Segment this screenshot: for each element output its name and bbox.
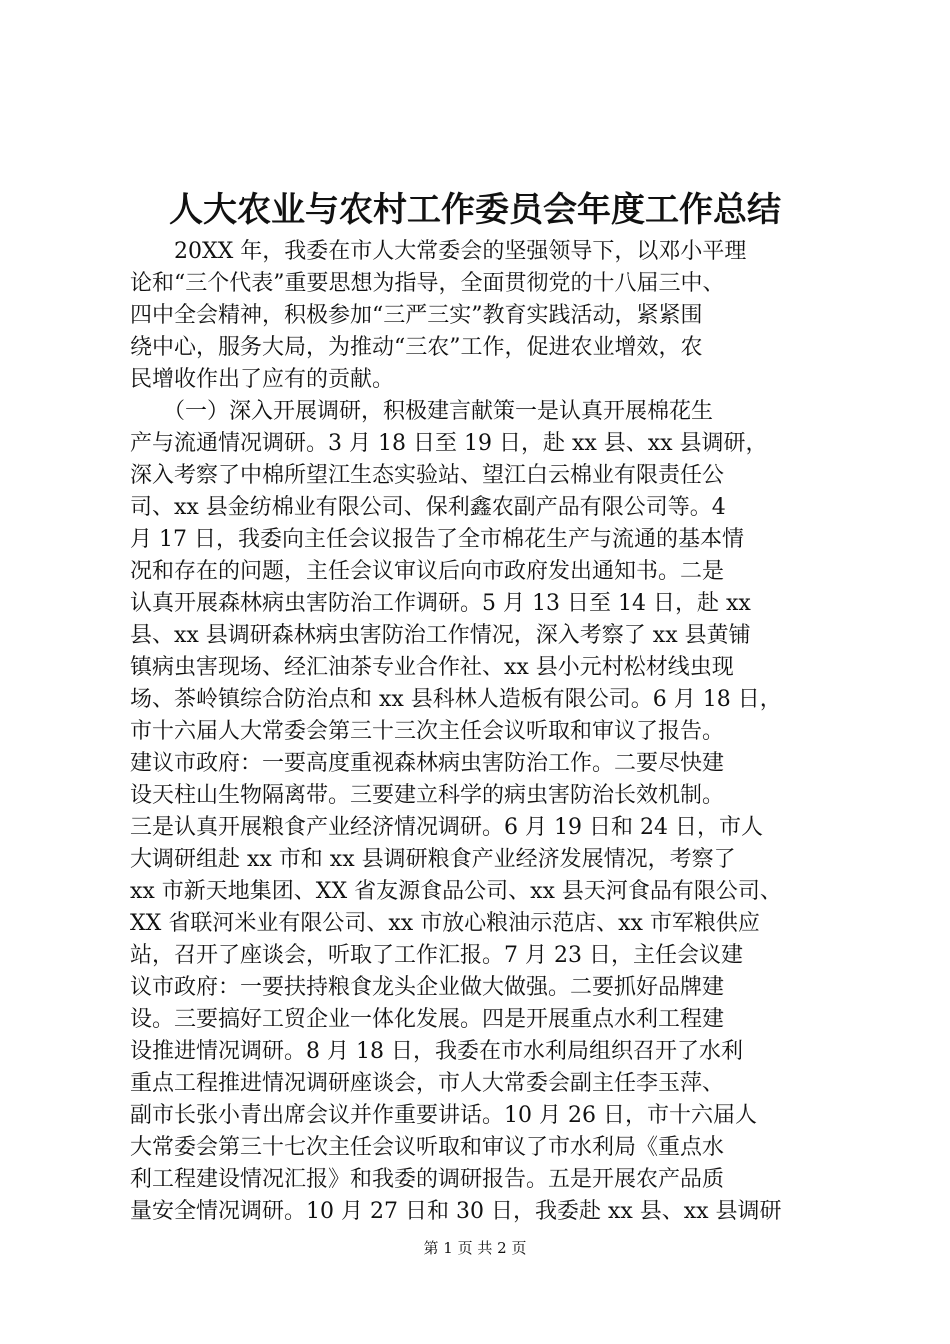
body-line: 认真开展森林病虫害防治工作调研。5 月 13 日至 14 日，赴 xx: [130, 591, 751, 616]
body-line: 民增收作出了应有的贡献。: [130, 367, 395, 392]
body-line: 镇病虫害现场、经汇油茶专业合作社、xx 县小元村松材线虫现: [130, 655, 734, 680]
body-line: 20XX 年，我委在市人大常委会的坚强领导下，以邓小平理: [130, 239, 747, 264]
body-line: 产与流通情况调研。3 月 18 日至 19 日，赴 xx 县、xx 县调研，: [130, 431, 768, 456]
body-line: 深入考察了中棉所望江生态实验站、望江白云棉业有限责任公: [130, 463, 725, 488]
body-line: 议市政府：一要扶持粮食龙头企业做大做强。二要抓好品牌建: [130, 975, 725, 1000]
body-line: 利工程建设情况汇报》和我委的调研报告。五是开展农产品质: [130, 1167, 725, 1192]
document-body: [130, 236, 830, 1228]
body-line: XX 省联河米业有限公司、xx 市放心粮油示范店、xx 市军粮供应: [130, 911, 760, 936]
body-line: 大常委会第三十七次主任会议听取和审议了市水利局《重点水: [130, 1135, 725, 1160]
body-line: 量安全情况调研。10 月 27 日和 30 日，我委赴 xx 县、xx 县调研: [130, 1199, 782, 1224]
body-line: 建议市政府：一要高度重视森林病虫害防治工作。二要尽快建: [130, 751, 725, 776]
body-line: 大调研组赴 xx 市和 xx 县调研粮食产业经济发展情况，考察了: [130, 847, 736, 872]
page-footer: 第 1 页 共 2 页: [423, 1239, 527, 1257]
body-line: 县、xx 县调研森林病虫害防治工作情况，深入考察了 xx 县黄铺: [130, 623, 751, 648]
body-line: 副市长张小青出席会议并作重要讲话。10 月 26 日，市十六届人: [130, 1103, 757, 1128]
body-line: 设推进情况调研。8 月 18 日，我委在市水利局组织召开了水利: [130, 1039, 743, 1064]
body-line: 场、茶岭镇综合防治点和 xx 县科林人造板有限公司。6 月 18 日，: [130, 687, 782, 712]
body-line: 月 17 日，我委向主任会议报告了全市棉花生产与流通的基本情: [130, 527, 744, 552]
body-line: 市十六届人大常委会第三十三次主任会议听取和审议了报告。: [130, 719, 725, 744]
document-title: 人大农业与农村工作委员会年度工作总结: [169, 190, 781, 230]
body-line: 设。三要搞好工贸企业一体化发展。四是开展重点水利工程建: [130, 1007, 725, 1032]
body-line: 重点工程推进情况调研座谈会，市人大常委会副主任李玉萍、: [130, 1071, 725, 1096]
body-line: 司、xx 县金纺棉业有限公司、保利鑫农副产品有限公司等。4: [130, 495, 726, 520]
body-line: 绕中心，服务大局，为推动“三农”工作，促进农业增效，农: [130, 335, 703, 360]
body-line: 站，召开了座谈会，听取了工作汇报。7 月 23 日，主任会议建: [130, 943, 743, 968]
body-line: 况和存在的问题，主任会议审议后向市政府发出通知书。二是: [130, 559, 725, 584]
body-line: 论和“三个代表”重要思想为指导，全面贯彻党的十八届三中、: [130, 271, 725, 296]
body-line: 四中全会精神，积极参加“三严三实”教育实践活动，紧紧围: [130, 303, 703, 328]
body-line: 三是认真开展粮食产业经济情况调研。6 月 19 日和 24 日，市人: [130, 815, 763, 840]
body-line: xx 市新天地集团、XX 省友源食品公司、xx 县天河食品有限公司、: [130, 879, 782, 904]
body-line: （一）深入开展调研，积极建言献策一是认真开展棉花生: [130, 399, 714, 424]
body-line: 设天柱山生物隔离带。三要建立科学的病虫害防治长效机制。: [130, 783, 725, 808]
